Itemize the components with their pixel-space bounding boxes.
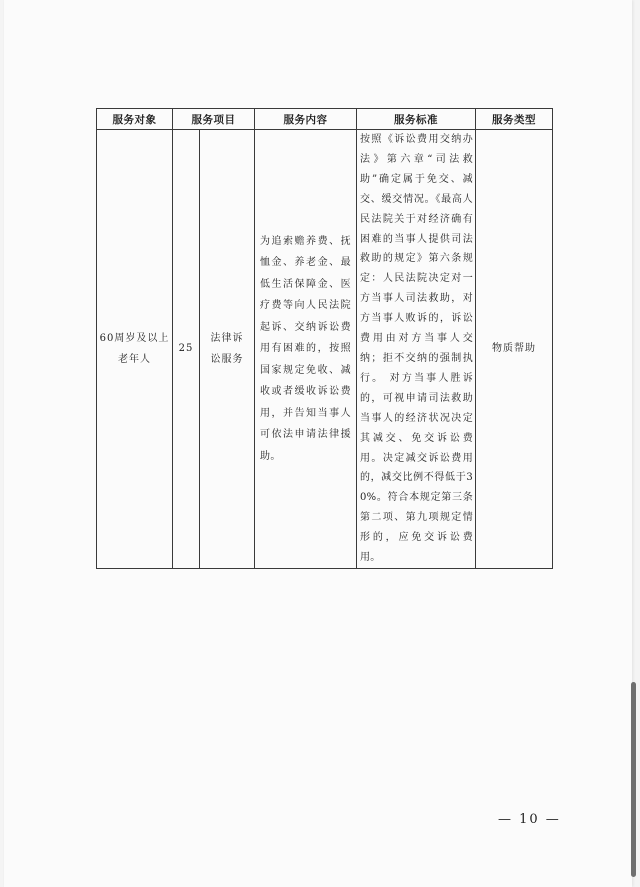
service-item-text: 法律诉讼服务 [210,332,244,365]
header-service-standard: 服务标准 [357,109,476,130]
table-row [97,130,553,569]
service-standard-text: 按照《诉讼费用交纳办法》第六章“司法救助”确定属于免交、减交、缓交情况。《最高人民法院关于对经济确有困难的当事人提供司法救助的规定》第六条规定：人民法院决定对一方当事人司法救助，对方当事人败诉的，诉讼费用由对方当事人交纳；拒不交纳的强制执行。 对方当事人胜诉的，可视申请司法救助当事人的经济状况决定其减交、免交诉讼费用。决定减交诉讼费用的，减交比例不得低于30%。符合本规定第三条第二项、第九项规定情形的，应免交诉讼费用。 [360,134,473,564]
cell-service-item [200,130,255,569]
service-object-text: 60周岁及以上老年人 [99,332,170,365]
cell-service-standard [357,130,476,569]
cell-service-type [476,130,553,569]
cell-service-content [255,130,357,569]
page-number: — 10 — [498,812,561,827]
header-service-type: 服务类型 [476,109,553,130]
scrollbar-thumb[interactable] [631,682,636,877]
cell-service-object [97,130,173,569]
item-number-text: 25 [178,343,194,355]
header-service-content: 服务内容 [255,109,357,130]
service-type-text: 物质帮助 [492,343,536,355]
header-service-object: 服务对象 [97,109,173,130]
service-table [96,108,553,569]
table-header-row [97,109,553,130]
cell-item-number [173,130,200,569]
document-page [4,0,632,887]
header-service-item: 服务项目 [173,109,255,130]
service-content-text: 为追索赡养费、抚恤金、养老金、最低生活保障金、医疗费等向人民法院起诉、交纳诉讼费用有困难的，按照国家规定免收、减收或者缓收诉讼费用，并告知当事人可依法申请法律援助。 [260,235,351,462]
